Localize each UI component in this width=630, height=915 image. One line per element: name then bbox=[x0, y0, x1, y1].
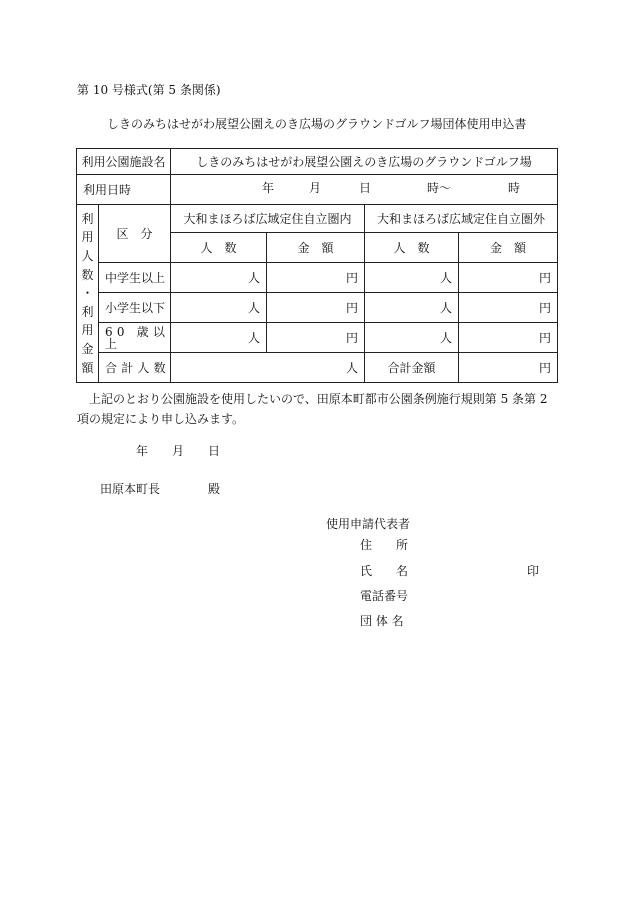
name-label: 氏 名 bbox=[360, 564, 409, 578]
category-label: 区 分 bbox=[99, 205, 171, 263]
outside-amount-cell[interactable]: 円 bbox=[459, 323, 558, 353]
outside-people-cell[interactable]: 人 bbox=[365, 263, 459, 293]
side-char: 人 bbox=[81, 249, 94, 264]
usage-side-label bbox=[77, 205, 99, 383]
group-name-label: 団 体 名 bbox=[360, 614, 404, 628]
seal-mark: 印 bbox=[527, 564, 540, 578]
declaration-paragraph: 上記のとおり公園施設を使用したいので、田原本町都市公園条例施行規則第 5 条第 2 項の規定により申し込みます。 bbox=[77, 392, 548, 426]
application-table bbox=[76, 148, 558, 383]
inside-people-cell[interactable]: 人 bbox=[171, 293, 267, 323]
side-char: 金 bbox=[81, 341, 94, 356]
outside-amount-cell[interactable]: 円 bbox=[459, 263, 558, 293]
side-char: 利 bbox=[81, 304, 94, 319]
inside-people-header: 人 数 bbox=[171, 233, 267, 263]
side-char: 数 bbox=[81, 267, 94, 282]
datetime-from: 時〜 bbox=[427, 181, 452, 195]
inside-amount-cell[interactable]: 円 bbox=[267, 293, 365, 323]
facility-value: しきのみちはせがわ展望公園えのき広場のグラウンドゴルフ場 bbox=[171, 149, 558, 175]
side-char: 利 bbox=[81, 211, 94, 226]
side-char: 額 bbox=[81, 360, 94, 375]
addressee: 田原本町長 殿 bbox=[100, 482, 221, 496]
side-char: 用 bbox=[81, 230, 94, 245]
inside-amount-cell[interactable]: 円 bbox=[267, 323, 365, 353]
row-label-elementary: 小学生以下 bbox=[99, 293, 171, 323]
inside-amount-cell[interactable]: 円 bbox=[267, 263, 365, 293]
inside-amount-header: 金 額 bbox=[267, 233, 365, 263]
outside-people-cell[interactable]: 人 bbox=[365, 323, 459, 353]
representative-label: 使用申請代表者 bbox=[326, 517, 411, 531]
form-number: 第 10 号様式(第 5 条関係) bbox=[77, 83, 221, 97]
phone-label: 電話番号 bbox=[360, 589, 409, 603]
facility-label: 利用公園施設名 bbox=[77, 149, 171, 175]
row-label-over-60: 60 歳以上 bbox=[99, 323, 171, 353]
area-outside-header: 大和まほろば広域定住自立圏外 bbox=[365, 205, 558, 233]
datetime-month: 月 bbox=[309, 181, 322, 195]
inside-people-cell[interactable]: 人 bbox=[171, 323, 267, 353]
total-people-label: 合計人数 bbox=[99, 353, 171, 383]
outside-amount-cell[interactable]: 円 bbox=[459, 293, 558, 323]
address-label: 住 所 bbox=[360, 538, 409, 552]
application-date[interactable]: 年 月 日 bbox=[136, 444, 221, 458]
total-amount-cell[interactable]: 円 bbox=[459, 353, 558, 383]
document-title: しきのみちはせがわ展望公園えのき広場のグラウンドゴルフ場団体使用申込書 bbox=[107, 117, 527, 131]
outside-people-header: 人 数 bbox=[365, 233, 459, 263]
row-label-junior-high: 中学生以上 bbox=[99, 263, 171, 293]
outside-people-cell[interactable]: 人 bbox=[365, 293, 459, 323]
total-amount-label: 合計金額 bbox=[365, 353, 459, 383]
total-people-cell[interactable]: 人 bbox=[171, 353, 365, 383]
side-char: 用 bbox=[81, 323, 94, 338]
datetime-field[interactable] bbox=[171, 175, 558, 205]
side-char: ・ bbox=[81, 286, 94, 301]
datetime-to: 時 bbox=[508, 181, 521, 195]
outside-amount-header: 金 額 bbox=[459, 233, 558, 263]
datetime-label: 利用日時 bbox=[77, 175, 171, 205]
inside-people-cell[interactable]: 人 bbox=[171, 263, 267, 293]
datetime-day: 日 bbox=[359, 181, 372, 195]
area-inside-header: 大和まほろば広域定住自立圏内 bbox=[171, 205, 365, 233]
datetime-year: 年 bbox=[262, 181, 275, 195]
